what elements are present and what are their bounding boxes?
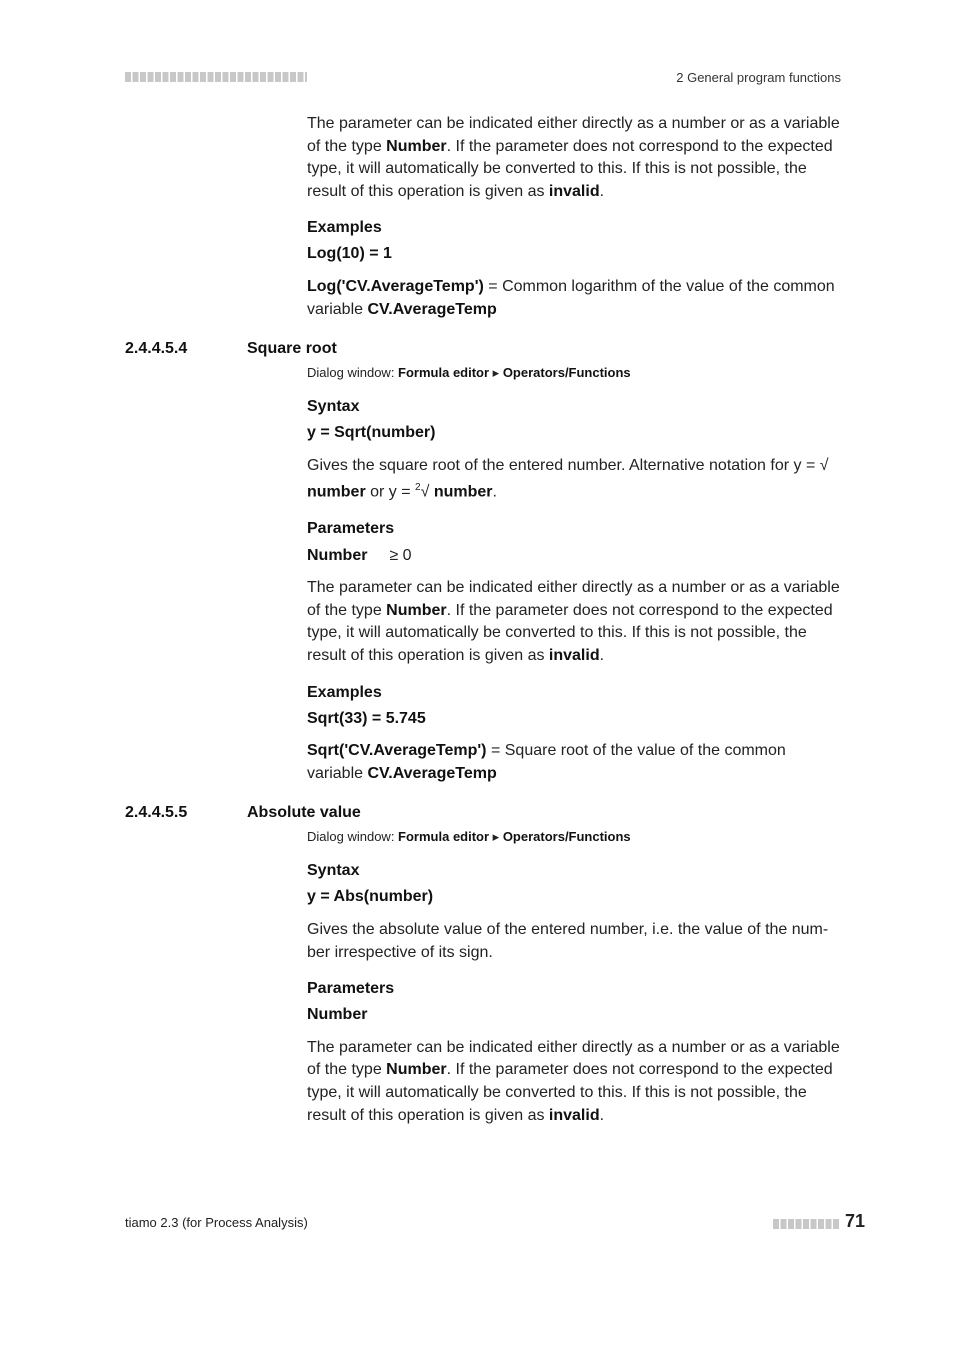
sqrt-syntax: y = Sqrt(number) xyxy=(307,424,436,442)
sqrt-section-heading: 2.4.4.5.4 Square root xyxy=(125,340,337,358)
header-chapter: 2 General program functions xyxy=(676,70,841,85)
log-examples-heading: Examples xyxy=(307,219,382,237)
sqrt-syntax-heading: Syntax xyxy=(307,398,360,416)
abs-section-heading: 2.4.4.5.5 Absolute value xyxy=(125,804,361,822)
abs-param-name: Number xyxy=(307,1006,368,1024)
sqrt-description: Gives the square root of the entered number. Alternative notation for y = √ number or y = $^2$√ number. xyxy=(307,456,829,501)
log-param-description: The parameter can be indicated either directly as a number or as a variable of the type Number. If the parameter does not correspond to the expected type, it will automatically be converted to this. If this is not possible, the result of this operation is given as invalid. xyxy=(307,115,840,200)
sqrt-param-name: Number xyxy=(307,547,368,565)
page-content xyxy=(125,113,843,1127)
sqrt-example-1: Sqrt(33) = 5.745 xyxy=(307,709,426,727)
header-decoration xyxy=(125,72,307,82)
sqrt-example-2: Sqrt('CV.AverageTemp') = Square root of the value of the common variable CV.AverageTemp xyxy=(307,742,786,782)
log-example-1: Log(10) = 1 xyxy=(307,245,392,263)
sqrt-param-description: The parameter can be indicated either directly as a number or as a variable of the type Number. If the parameter does not correspond to the expected type, it will automatically be converted to this. If this is not possible, the result of this operation is given as invalid. xyxy=(307,579,840,665)
abs-parameters-heading: Parameters xyxy=(307,980,395,998)
footer-product: tiamo 2.3 (for Process Analysis) xyxy=(125,1215,308,1230)
abs-param-description: The parameter can be indicated either directly as a number or as a variable of the type Number. If the parameter does not correspond to the expected type, it will automatically be converted to this. If this is not possible, the result of this operation is given as invalid. xyxy=(307,1038,840,1124)
sqrt-parameters-heading: Parameters xyxy=(307,520,395,538)
abs-description: Gives the absolute value of the entered number, i.e. the value of the number irrespective of its sign. xyxy=(307,921,829,961)
log-example-2: Log('CV.AverageTemp') = Common logarithm of the value of the common variable CV.AverageTemp xyxy=(307,277,835,318)
abs-dialog-path: Dialog window: Formula editor ▸ Operators/Functions xyxy=(307,829,631,845)
footer-decoration xyxy=(773,1219,839,1229)
abs-syntax-heading: Syntax xyxy=(307,862,360,880)
sqrt-dialog-path: Dialog window: Formula editor ▸ Operators/Functions xyxy=(307,365,631,381)
page-number: 71 xyxy=(845,1211,866,1231)
abs-syntax: y = Abs(number) xyxy=(307,888,434,906)
sqrt-param-constraint: ≥ 0 xyxy=(389,547,412,565)
sqrt-examples-heading: Examples xyxy=(307,683,382,701)
sqrt-param-row xyxy=(307,545,843,567)
